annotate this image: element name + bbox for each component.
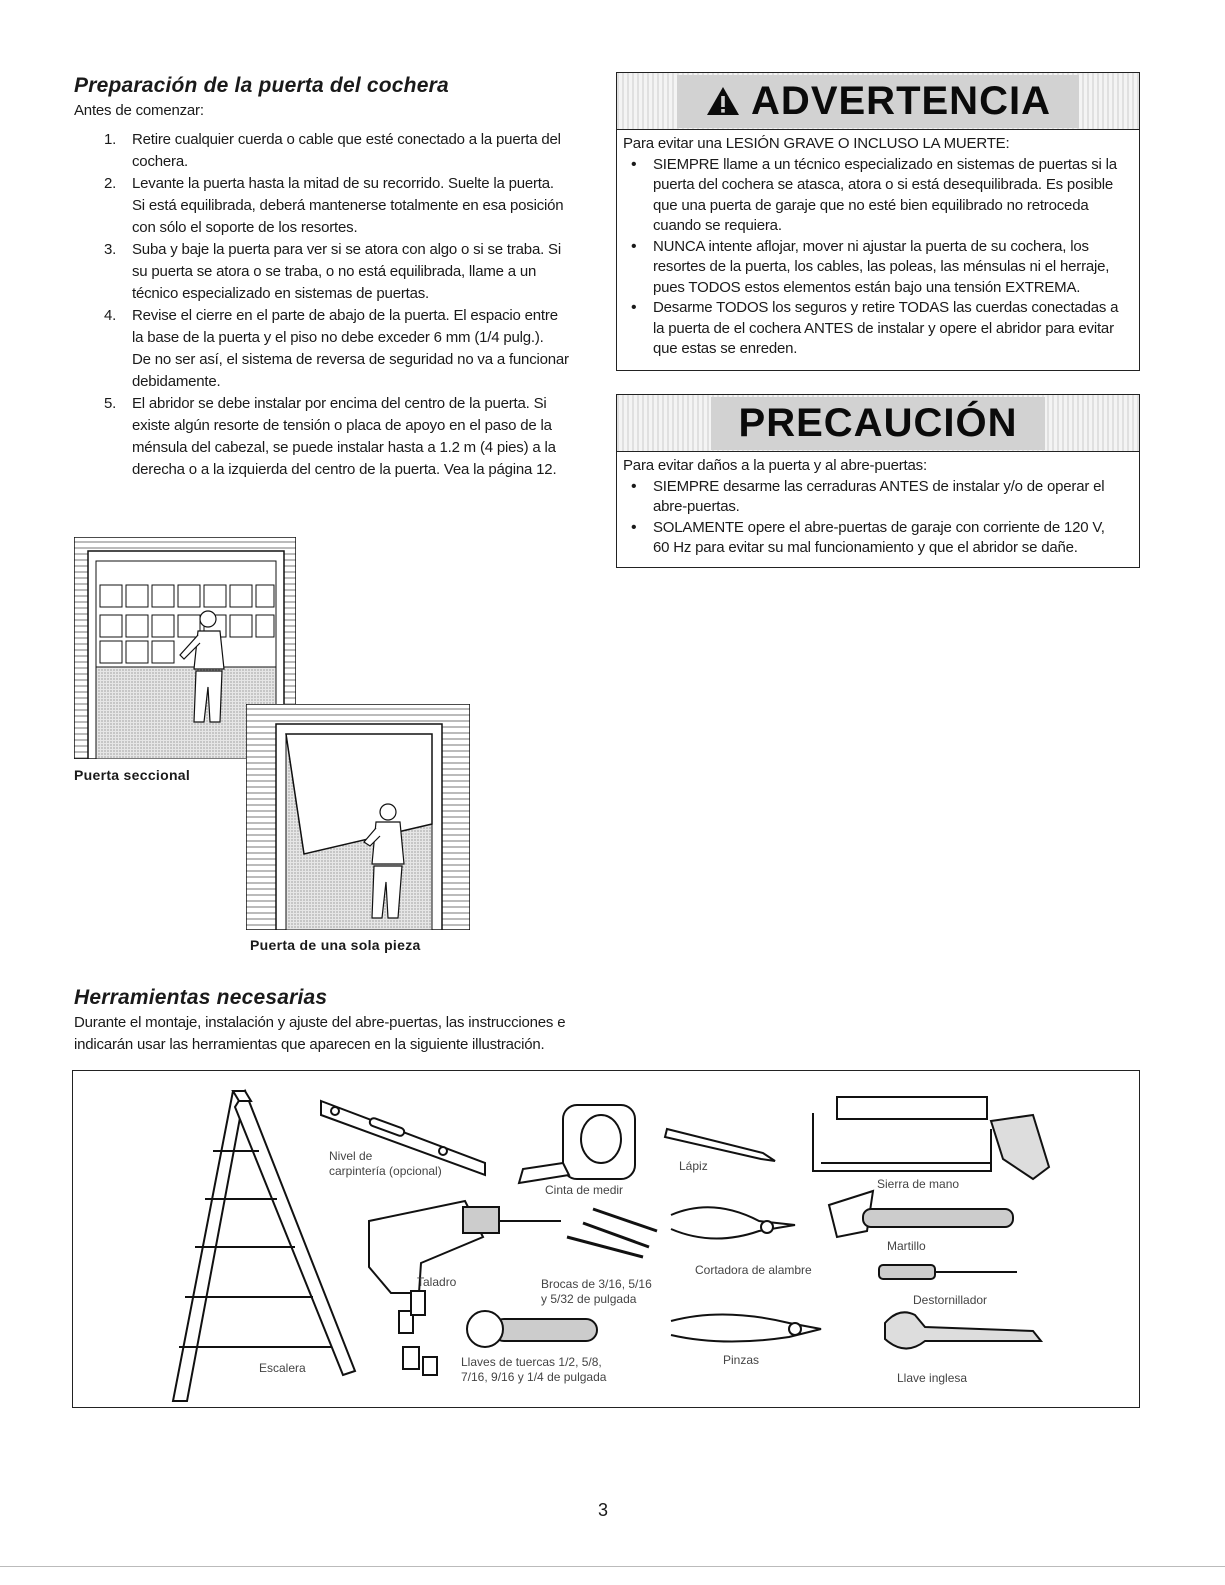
caution-bullet (623, 477, 1135, 518)
warning-bullet-line: • SIEMPRE llame a un técnico especializado en sistemas de puertas si la (653, 155, 1117, 173)
ladder-icon (173, 1091, 355, 1401)
level-label-line: Nivel de (329, 1149, 373, 1163)
prep-step-line: Si está equilibrada, deberá mantenerse totalmente en esa posición (132, 197, 564, 214)
warning-bullet-line: pues TODOS estos elementos están bajo una tensión EXTREMA. (653, 278, 1081, 296)
prep-step-number: 4. (104, 307, 117, 324)
warning-bullet-line: puerta del cochera se atasca, atora o si está desequilibrada. Es posible (653, 176, 1114, 193)
prep-step-line: su puerta se atora o se traba, o no está equilibrada, llame a un (132, 263, 537, 280)
caution-body (617, 452, 1139, 565)
warning-bullet-line: la puerta de el cochera ANTES de instalar y opere el abridor para evitar (653, 319, 1114, 337)
screwdriver-label: Destornillador (913, 1293, 988, 1307)
prep-step (74, 173, 614, 239)
prep-title: Preparación de la puerta del cochera (74, 74, 449, 97)
screwdriver-icon (879, 1265, 1017, 1279)
drill-bits-icon (567, 1209, 657, 1257)
sockets-label (461, 1355, 606, 1385)
prep-step-line: Retire cualquier cuerda o cable que esté conectado a la puerta del (132, 131, 561, 148)
cutter-label: Cortadora de alambre (695, 1263, 812, 1277)
drill-icon (369, 1201, 561, 1293)
warning-bullet-line: • Desarme TODOS los seguros y retire TODAS las cuerdas conectadas a (653, 299, 1119, 316)
prep-step-number: 1. (104, 131, 117, 148)
warning-bullet-line: resortes de la puerta, los cables, las poleas, las ménsulas ni el herraje, (653, 258, 1110, 275)
caution-lead: Para evitar daños a la puerta y al abre-puertas: (623, 457, 927, 474)
sockets-label-line: 7/16, 9/16 y 1/4 de pulgada (461, 1370, 607, 1384)
sectional-door-caption: Puerta seccional (74, 767, 191, 783)
warning-triangle-icon (705, 85, 741, 117)
page-bottom-rule (0, 1566, 1225, 1567)
pliers-label: Pinzas (723, 1353, 760, 1367)
warning-list (623, 155, 1135, 360)
ladder-label: Escalera (259, 1361, 306, 1375)
tools-intro-line: indicarán usar las herramientas que aparecen en la siguiente illustración. (74, 1036, 545, 1053)
pencil-icon (665, 1129, 775, 1161)
prep-step-line: De no ser así, el sistema de reversa de seguridad no va a funcionar (132, 351, 569, 368)
hammer-label: Martillo (887, 1239, 926, 1253)
one-piece-door-caption: Puerta de una sola pieza (250, 937, 421, 953)
tools-title: Herramientas necesarias (74, 986, 328, 1009)
hammer-icon (829, 1191, 1013, 1237)
prep-step-number: 3. (104, 241, 117, 258)
prep-steps-list (74, 129, 614, 481)
tools-panel (72, 1070, 1140, 1408)
prep-step-line: El abridor se debe instalar por encima del centro de la puerta. Si (132, 395, 547, 412)
adjustable-wrench-icon (885, 1312, 1041, 1348)
wrench-label: Llave inglesa (897, 1371, 968, 1385)
prep-intro: Antes de comenzar: (74, 102, 204, 119)
sockets-label-line: Llaves de tuercas 1/2, 5/8, (461, 1355, 602, 1369)
tools-intro (74, 1012, 565, 1056)
one-piece-door-figure (246, 704, 470, 935)
level-label (329, 1149, 442, 1179)
prep-step-line: Suba y baje la puerta para ver si se atora con algo o si se traba. Si (132, 241, 561, 258)
caution-bullet-line: 60 Hz para evitar su mal funcionamiento y que el abridor se dañe. (653, 539, 1078, 556)
bits-label (541, 1277, 652, 1307)
drill-label: Taladro (417, 1275, 457, 1289)
caution-list (623, 477, 1135, 559)
prep-step (74, 393, 614, 481)
wire-cutter-icon (671, 1207, 795, 1238)
tools-intro-line: Durante el montaje, instalación y ajuste del abre-puertas, las instrucciones e (74, 1014, 566, 1031)
bits-label-line: y 5/32 de pulgada (541, 1292, 637, 1306)
warning-bullet-line: cuando se requiera. (653, 217, 782, 234)
warning-bullet (623, 155, 1135, 237)
hand-saw-icon (813, 1097, 1049, 1179)
prep-step-line: la base de la puerta y el piso no debe exceder 6 mm (1/4 pulg.). (132, 329, 544, 346)
prep-step (74, 129, 614, 173)
prep-step-number: 2. (104, 175, 117, 192)
prep-step-number: 5. (104, 395, 117, 412)
bits-label-line: Brocas de 3/16, 5/16 (541, 1277, 652, 1291)
prep-step-line: debidamente. (132, 373, 221, 390)
pencil-label: Lápiz (679, 1159, 708, 1173)
caution-bullet-line: abre-puertas. (653, 498, 740, 515)
caution-bullet-line: • SIEMPRE desarme las cerraduras ANTES de instalar y/o de operar el (653, 477, 1105, 495)
tape-measure-icon (519, 1105, 635, 1183)
prep-step-line: existe algún resorte de tensión o placa de apoyo en el paso de la (132, 417, 552, 434)
warning-bullet-line: • NUNCA intente aflojar, mover ni ajustar la puerta de su cochera, los (653, 237, 1089, 255)
saw-label: Sierra de mano (877, 1177, 960, 1191)
caution-heading: PRECAUCIÓN (738, 400, 1018, 445)
prep-step-line: Levante la puerta hasta la mitad de su recorrido. Suelte la puerta. (132, 175, 554, 192)
tape-label: Cinta de medir (545, 1183, 624, 1197)
warning-lead: Para evitar una LESIÓN GRAVE O INCLUSO LA MUERTE: (623, 135, 1010, 152)
warning-heading: ADVERTENCIA (751, 78, 1051, 123)
warning-box (616, 72, 1140, 371)
warning-bullet (623, 298, 1135, 360)
page-number: 3 (598, 1500, 609, 1520)
caution-box (616, 394, 1140, 568)
prep-step-line: técnico especializado en sistemas de puertas. (132, 285, 430, 302)
prep-step (74, 239, 614, 305)
warning-bullet-line: que una puerta de garaje que no esté bien equilibrado no retroceda (653, 196, 1089, 214)
caution-bullet-line: • SOLAMENTE opere el abre-puertas de garaje con corriente de 120 V, (653, 518, 1105, 536)
pliers-icon (671, 1314, 821, 1341)
prep-step-line: ménsula del cabezal, se puede instalar hasta a 1.2 m (4 pies) a la (132, 439, 556, 456)
level-label-line: carpintería (opcional) (329, 1164, 442, 1178)
warning-header (617, 73, 1139, 130)
warning-bullet-line: que estas se enreden. (653, 340, 798, 357)
caution-bullet (623, 518, 1135, 559)
warning-bullet (623, 237, 1135, 299)
one-piece-door-illustration (246, 704, 470, 930)
caution-header (617, 395, 1139, 452)
prep-step-line: con sólo el soporte de los resortes. (132, 219, 358, 236)
prep-step (74, 305, 614, 393)
warning-body (617, 130, 1139, 366)
prep-step-line: Revise el cierre en el parte de abajo de la puerta. El espacio entre (132, 307, 558, 324)
prep-step-line: derecha o a la izquierda del centro de la puerta. Vea la página 12. (132, 461, 557, 478)
prep-step-line: cochera. (132, 153, 188, 170)
